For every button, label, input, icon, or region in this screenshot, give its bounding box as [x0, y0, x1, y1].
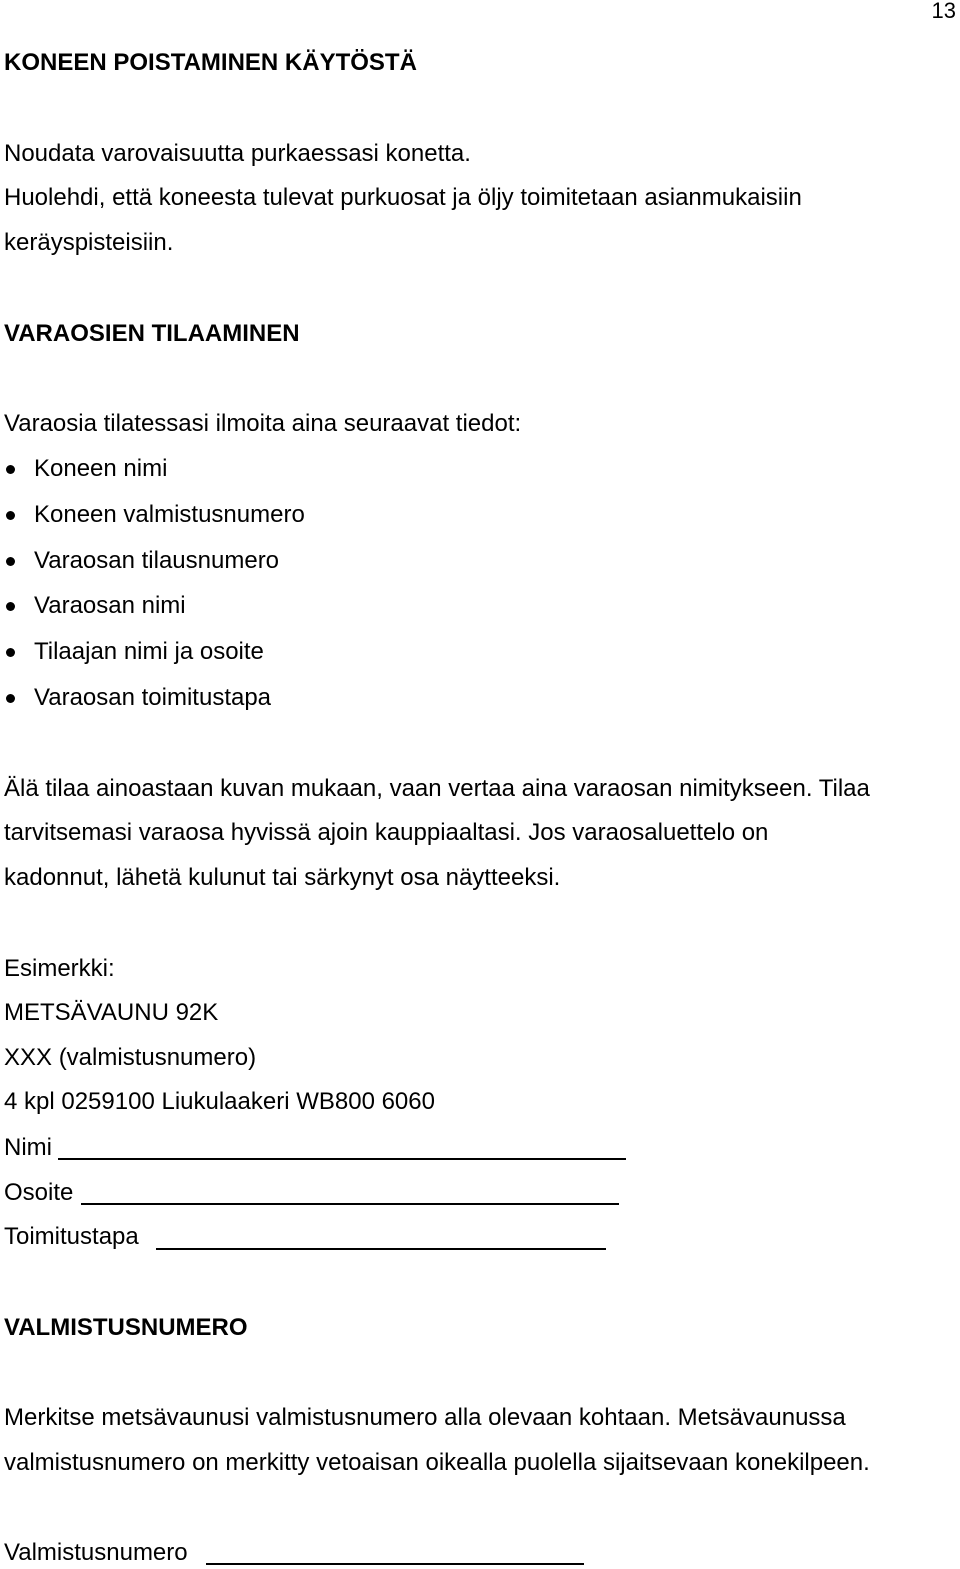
bullet-icon: [6, 648, 15, 657]
paragraph-line: Huolehdi, että koneesta tulevat purkuosat ja öljy toimitetaan asianmukaisiin: [4, 184, 802, 211]
note-line: tarvitsemasi varaosa hyvissä ajoin kauppiaaltasi. Jos varaosaluettelo on: [4, 819, 769, 846]
page-number: 13: [931, 0, 956, 23]
paragraph-line: Noudata varovaisuutta purkaessasi konetta.: [4, 140, 471, 167]
section-heading-decommissioning: KONEEN POISTAMINEN KÄYTÖSTÄ: [4, 49, 417, 76]
example-machine: METSÄVAUNU 92K: [4, 999, 219, 1026]
name-field-label: Nimi: [4, 1134, 52, 1161]
address-field-label: Osoite: [4, 1179, 74, 1206]
note-line: kadonnut, lähetä kulunut tai särkynyt osa näytteeksi.: [4, 864, 561, 891]
delivery-field-line[interactable]: [156, 1248, 606, 1250]
intro-text: Varaosia tilatessasi ilmoita aina seuraavat tiedot:: [4, 410, 522, 437]
serial-number-field-line[interactable]: [206, 1563, 584, 1565]
name-field-line[interactable]: [58, 1158, 626, 1160]
list-item: Koneen valmistusnumero: [34, 501, 305, 528]
paragraph-line: keräyspisteisiin.: [4, 229, 174, 256]
address-field-line[interactable]: [81, 1203, 619, 1205]
list-item: Tilaajan nimi ja osoite: [34, 638, 264, 665]
bullet-icon: [6, 694, 15, 703]
section-heading-serial-number: VALMISTUSNUMERO: [4, 1314, 248, 1341]
bullet-icon: [6, 557, 15, 566]
paragraph-line: valmistusnumero on merkitty vetoaisan oikealla puolella sijaitsevaan konekilpeen.: [4, 1449, 870, 1476]
example-part-line: 4 kpl 0259100 Liukulaakeri WB800 6060: [4, 1088, 435, 1115]
serial-number-field-label: Valmistusnumero: [4, 1539, 188, 1566]
bullet-icon: [6, 511, 15, 520]
list-item: Varaosan nimi: [34, 592, 186, 619]
list-item: Koneen nimi: [34, 455, 168, 482]
bullet-icon: [6, 602, 15, 611]
list-item: Varaosan toimitustapa: [34, 684, 272, 711]
delivery-field-label: Toimitustapa: [4, 1223, 139, 1250]
section-heading-spare-parts: VARAOSIEN TILAAMINEN: [4, 320, 300, 347]
paragraph-line: Merkitse metsävaunusi valmistusnumero alla olevaan kohtaan. Metsävaunussa: [4, 1404, 846, 1431]
example-serial: XXX (valmistusnumero): [4, 1044, 257, 1071]
bullet-icon: [6, 465, 15, 474]
example-label: Esimerkki:: [4, 955, 115, 982]
list-item: Varaosan tilausnumero: [34, 547, 280, 574]
note-line: Älä tilaa ainoastaan kuvan mukaan, vaan vertaa aina varaosan nimitykseen. Tilaa: [4, 775, 870, 802]
